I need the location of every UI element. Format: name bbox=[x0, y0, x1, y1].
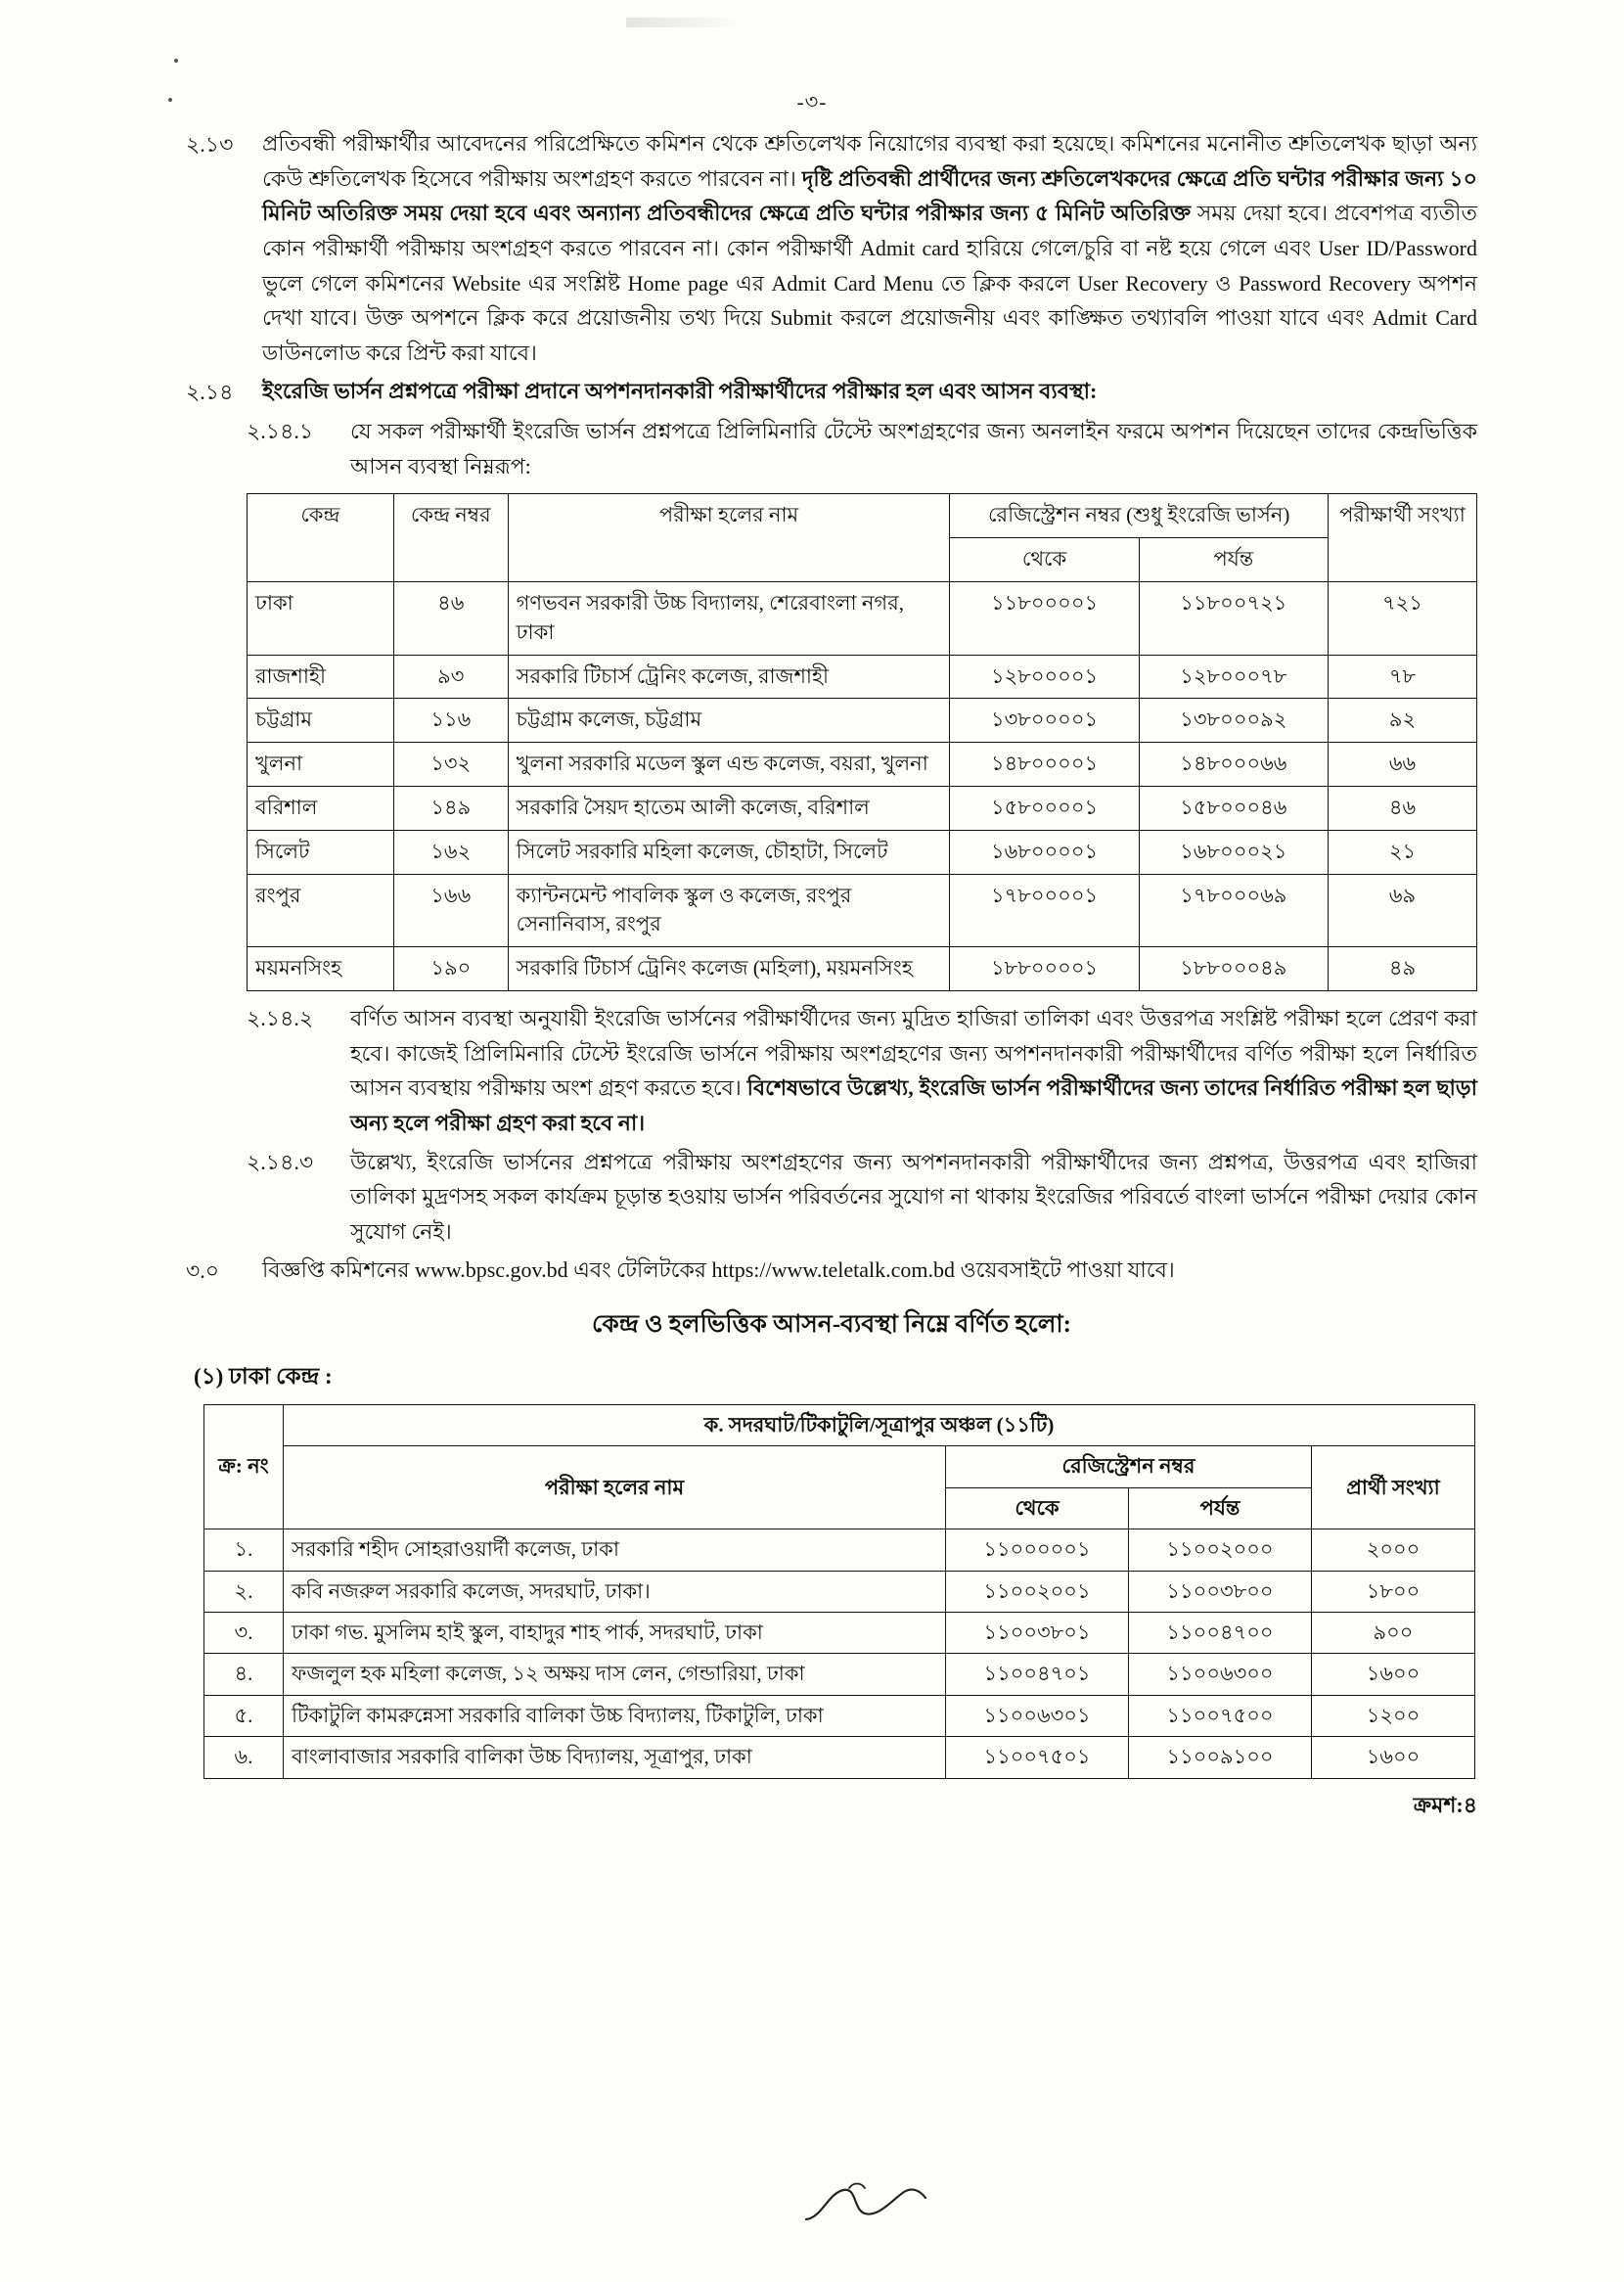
cell-serial: ৩. bbox=[204, 1612, 284, 1653]
cell-hall: ঢাকা গভ. মুসলিম হাই স্কুল, বাহাদুর শাহ পার্ক, সদরঘাট, ঢাকা bbox=[284, 1612, 946, 1653]
table-row bbox=[248, 655, 1477, 699]
bpsc-website-link[interactable]: www.bpsc.gov.bd bbox=[414, 1257, 568, 1283]
clause-2-14 bbox=[186, 374, 1477, 410]
clause-2-13-part-1: প্রতিবন্ধী পরীক্ষার্থীর আবেদনের পরিপ্রেক্ষিতে কমিশন থেকে শ্রুতিলেখক নিয়োগের ব্যবস্থা করা হয়েছে। কমিশনের মনোনীত শ্রুতিলেখক ছাড়া অন্য কেউ শ্রুতিলেখক হিসেবে পরীক্ষায় অংশগ্রহণ করতে পারবেন না। bbox=[262, 131, 1477, 191]
clause-3-0-text-mid: এবং টেলিটকের bbox=[567, 1257, 712, 1283]
clause-3-0-number: ৩.০ bbox=[186, 1258, 220, 1284]
cell-count: ২০০০ bbox=[1312, 1529, 1475, 1571]
cell-count: ৪৯ bbox=[1329, 947, 1477, 991]
section-title: কেন্দ্র ও হলভিত্তিক আসন-ব্যবস্থা নিম্নে বর্ণিত হলো: bbox=[592, 1311, 1071, 1338]
cell-from: ১৬৮০০০০১ bbox=[950, 830, 1139, 874]
cell-hall: গণভবন সরকারী উচ্চ বিদ্যালয়, শেরেবাংলা নগর, ঢাকা bbox=[508, 581, 950, 655]
cell-hall: ফজলুল হক মহিলা কলেজ, ১২ অক্ষয় দাস লেন, গেন্ডারিয়া, ঢাকা bbox=[284, 1654, 946, 1695]
cell-count: ৭২১ bbox=[1329, 581, 1477, 655]
english-version-seating-table bbox=[247, 493, 1477, 991]
dhaka-table-header-row bbox=[204, 1405, 1475, 1446]
clause-2-14-2-text bbox=[350, 1001, 1477, 1141]
cell-from: ১১০০৪৭০১ bbox=[946, 1654, 1129, 1695]
cell-from: ১৩৮০০০০১ bbox=[950, 699, 1139, 743]
table-row bbox=[248, 581, 1477, 655]
cell-hall: চট্টগ্রাম কলেজ, চট্টগ্রাম bbox=[508, 699, 950, 743]
cell-from: ১১০০৭৫০১ bbox=[946, 1737, 1129, 1778]
cell-centre: খুলনা bbox=[248, 743, 394, 787]
table-row bbox=[204, 1612, 1475, 1653]
cell-centre-number: ১৪৯ bbox=[393, 786, 508, 830]
clause-2-14-1 bbox=[186, 414, 1477, 483]
cell-to: ১৮৮০০০৪৯ bbox=[1139, 947, 1328, 991]
header-registration-number: রেজিস্ট্রেশন নম্বর bbox=[946, 1446, 1312, 1487]
cell-count: ১৬০০ bbox=[1312, 1654, 1475, 1695]
clause-2-14-1-text: যে সকল পরীক্ষার্থী ইংরেজি ভার্সন প্রশ্নপত্রে প্রিলিমিনারি টেস্টে অংশগ্রহণের জন্য অনলাইন ফরমে অপশন দিয়েছেন তাদের কেন্দ্রভিত্তিক আসন ব্যবস্থা নিম্নরূপ: bbox=[350, 419, 1477, 479]
cell-hall: ক্যান্টনমেন্ট পাবলিক স্কুল ও কলেজ, রংপুর সেনানিবাস, রংপুর bbox=[508, 874, 950, 947]
table-row bbox=[204, 1529, 1475, 1571]
speck-mark-2 bbox=[168, 98, 172, 102]
cell-centre: ময়মনসিংহ bbox=[248, 947, 394, 991]
cell-to: ১৬৮০০০২১ bbox=[1139, 830, 1328, 874]
table-row bbox=[248, 947, 1477, 991]
cell-to: ১১৮০০৭২১ bbox=[1139, 581, 1328, 655]
clause-2-13-part-3: সময় দেয়া হবে। প্রবেশপত্র ব্যতীত কোন পরীক্ষার্থী পরীক্ষায় অংশগ্রহণ করতে পারবেন না। কোন পরীক্ষার্থী Admit card হারিয়ে গেলে/চুরি বা নষ্ট হয়ে গেলে এবং User ID/Password ভুলে গেলে কমিশনের Website এর সংশ্লিষ্ট Home page এর Admit Card Menu তে ক্লিক করলে User Recovery ও Password Recovery অপশন দেখা যাবে। উক্ত অপশনে ক্লিক করে প্রয়োজনীয় তথ্য দিয়ে Submit করলে প্রয়োজনীয় এবং কাঙ্ক্ষিত তথ্যাবলি পাওয়া যাবে এবং Admit Card ডাউনলোড করে প্রিন্ট করা যাবে। bbox=[262, 201, 1477, 365]
cell-to: ১৩৮০০০৯২ bbox=[1139, 699, 1328, 743]
cell-to: ১১০০৯১০০ bbox=[1129, 1737, 1312, 1778]
clause-2-13-number: ২.১৩ bbox=[186, 132, 234, 157]
cell-to: ১১০০২০০০ bbox=[1129, 1529, 1312, 1571]
cell-count: ৯২ bbox=[1329, 699, 1477, 743]
header-to: পর্যন্ত bbox=[1139, 538, 1328, 582]
cell-hall: বাংলাবাজার সরকারি বালিকা উচ্চ বিদ্যালয়, সূত্রাপুর, ঢাকা bbox=[284, 1737, 946, 1778]
table-row bbox=[248, 699, 1477, 743]
cell-serial: ৪. bbox=[204, 1654, 284, 1695]
clause-2-14-2-part-2: বিশেষভাবে উল্লেখ্য, ইংরেজি ভার্সন পরীক্ষার্থীদের জন্য তাদের নির্ধারিত পরীক্ষা হল ছাড়া অন্য হলে পরীক্ষা গ্রহণ করা হবে না। bbox=[350, 1075, 1477, 1135]
cell-to: ১৪৮০০০৬৬ bbox=[1139, 743, 1328, 787]
cell-hall: সরকারি টিচার্স ট্রেনিং কলেজ (মহিলা), ময়মনসিংহ bbox=[508, 947, 950, 991]
cell-centre-number: ১৬২ bbox=[393, 830, 508, 874]
cell-count: ৬৯ bbox=[1329, 874, 1477, 947]
cell-hall: খুলনা সরকারি মডেল স্কুল এন্ড কলেজ, বয়রা, খুলনা bbox=[508, 743, 950, 787]
clause-2-14-3-number: ২.১৪.৩ bbox=[247, 1149, 314, 1174]
cell-from: ১৭৮০০০০১ bbox=[950, 874, 1139, 947]
clause-2-14-2 bbox=[186, 1001, 1477, 1141]
dhaka-centre-heading: (১) ঢাকা কেন্দ্র : bbox=[194, 1364, 333, 1389]
clause-2-13 bbox=[186, 126, 1477, 370]
clause-3-0-text-after: ওয়েবসাইটে পাওয়া যাবে। bbox=[954, 1257, 1175, 1283]
cell-to: ১৫৮০০০৪৬ bbox=[1139, 786, 1328, 830]
clause-2-13-text bbox=[262, 126, 1477, 370]
table-row bbox=[248, 874, 1477, 947]
scan-smudge bbox=[626, 18, 744, 27]
clause-2-14-2-part-1: বর্ণিত আসন ব্যবস্থা অনুযায়ী ইংরেজি ভার্সনের পরীক্ষার্থীদের জন্য মুদ্রিত হাজিরা তালিকা এবং উত্তরপত্র সংশ্লিষ্ট পরীক্ষা হলে প্রেরণ করা হবে। কাজেই প্রিলিমিনারি টেস্টে ইংরেজি ভার্সনে পরীক্ষায় অংশগ্রহণের জন্য অপশনদানকারী পরীক্ষার্থীদের বর্ণিত পরীক্ষা হলে নির্ধারিত আসন ব্যবস্থায় পরীক্ষায় অংশ গ্রহণ করতে হবে। bbox=[350, 1006, 1477, 1101]
header-hall-name: পরীক্ষা হলের নাম bbox=[508, 494, 950, 582]
clause-2-14-number: ২.১৪ bbox=[186, 380, 234, 405]
cell-count: ৬৬ bbox=[1329, 743, 1477, 787]
cell-to: ১২৮০০০৭৮ bbox=[1139, 655, 1328, 699]
continuation-note: ক্রমশ:৪ bbox=[1413, 1792, 1477, 1817]
cell-to: ১৭৮০০০৬৯ bbox=[1139, 874, 1328, 947]
clause-2-14-3-text: উল্লেখ্য, ইংরেজি ভার্সনের প্রশ্নপত্রে পরীক্ষায় অংশগ্রহণের জন্য অপশনদানকারী পরীক্ষার্থীদের জন্য প্রশ্নপত্র, উত্তরপত্র এবং হাজিরা তালিকা মুদ্রণসহ সকল কার্যক্রম চূড়ান্ত হওয়ায় ভার্সন পরিবর্তনের সুযোগ না থাকায় ইংরেজির পরিবর্তে বাংলা ভার্সনে পরীক্ষা দেয়ার কোন সুযোগ নেই। bbox=[350, 1149, 1477, 1244]
header-serial: ক্র: নং bbox=[204, 1405, 284, 1529]
table-row bbox=[204, 1695, 1475, 1736]
cell-count: ৪৬ bbox=[1329, 786, 1477, 830]
cell-from: ১৪৮০০০০১ bbox=[950, 743, 1139, 787]
header-candidate-count: পরীক্ষার্থী সংখ্যা bbox=[1329, 494, 1477, 582]
cell-from: ১১০০৩৮০১ bbox=[946, 1612, 1129, 1653]
header-to: পর্যন্ত bbox=[1129, 1487, 1312, 1529]
cell-count: ৭৮ bbox=[1329, 655, 1477, 699]
cell-hall: সরকারি শহীদ সোহরাওয়ার্দী কলেজ, ঢাকা bbox=[284, 1529, 946, 1571]
signature-mark bbox=[802, 2180, 929, 2225]
cell-hall: সরকারি সৈয়দ হাতেম আলী কলেজ, বরিশাল bbox=[508, 786, 950, 830]
cell-count: ৯০০ bbox=[1312, 1612, 1475, 1653]
cell-hall: সরকারি টিচার্স ট্রেনিং কলেজ, রাজশাহী bbox=[508, 655, 950, 699]
clause-2-14-3 bbox=[186, 1145, 1477, 1250]
table-row bbox=[248, 786, 1477, 830]
cell-serial: ২. bbox=[204, 1571, 284, 1612]
cell-from: ১৫৮০০০০১ bbox=[950, 786, 1139, 830]
cell-from: ১২৮০০০০১ bbox=[950, 655, 1139, 699]
cell-centre-number: ১১৬ bbox=[393, 699, 508, 743]
clause-2-14-1-number: ২.১৪.১ bbox=[247, 419, 314, 443]
clause-2-14-text: ইংরেজি ভার্সন প্রশ্নপত্রে পরীক্ষা প্রদানে অপশনদানকারী পরীক্ষার্থীদের পরীক্ষার হল এবং আসন ব্যবস্থা: bbox=[262, 379, 1098, 404]
cell-count: ১২০০ bbox=[1312, 1695, 1475, 1736]
cell-from: ১১০০৬৩০১ bbox=[946, 1695, 1129, 1736]
table-row bbox=[204, 1654, 1475, 1695]
clause-2-14-2-number: ২.১৪.২ bbox=[247, 1006, 314, 1030]
table-row bbox=[204, 1571, 1475, 1612]
cell-hall: কবি নজরুল সরকারি কলেজ, সদরঘাট, ঢাকা। bbox=[284, 1571, 946, 1612]
cell-from: ১১৮০০০০১ bbox=[950, 581, 1139, 655]
cell-count: ২১ bbox=[1329, 830, 1477, 874]
document-body bbox=[0, 120, 1624, 1779]
table-header-row bbox=[248, 494, 1477, 538]
cell-count: ১৬০০ bbox=[1312, 1737, 1475, 1778]
table-row bbox=[248, 830, 1477, 874]
clause-3-0-text bbox=[262, 1253, 1477, 1288]
dhaka-centre-seating-table bbox=[203, 1404, 1475, 1779]
cell-to: ১১০০৪৭০০ bbox=[1129, 1612, 1312, 1653]
dhaka-table-subheader-row bbox=[204, 1446, 1475, 1487]
header-zone: ক. সদরঘাট/টিকাটুলি/সূত্রাপুর অঞ্চল (১১টি) bbox=[284, 1405, 1475, 1446]
clause-3-0-text-before: বিজ্ঞপ্তি কমিশনের bbox=[262, 1257, 415, 1283]
cell-centre: রাজশাহী bbox=[248, 655, 394, 699]
cell-from: ১৮৮০০০০১ bbox=[950, 947, 1139, 991]
header-candidate-count: প্রার্থী সংখ্যা bbox=[1312, 1446, 1475, 1529]
teletalk-website-link[interactable]: https://www.teletalk.com.bd bbox=[711, 1257, 955, 1283]
cell-to: ১১০০৬৩০০ bbox=[1129, 1654, 1312, 1695]
speck-mark-1 bbox=[174, 59, 178, 63]
clause-2-13-part-2: দৃষ্টি প্রতিবন্ধী প্রার্থীদের জন্য শ্রুতিলেখকদের ক্ষেত্রে প্রতি ঘন্টার পরীক্ষার জন্য ১০ মিনিট অতিরিক্ত সময় দেয়া হবে এবং অন্যান্য প্রতিবন্ধীদের ক্ষেত্রে প্রতি ঘন্টার পরীক্ষার জন্য ৫ মিনিট অতিরিক্ত bbox=[262, 165, 1477, 226]
clause-3-0 bbox=[186, 1253, 1477, 1289]
header-registration-number: রেজিস্ট্রেশন নম্বর (শুধু ইংরেজি ভার্সন) bbox=[950, 494, 1329, 538]
cell-centre: সিলেট bbox=[248, 830, 394, 874]
cell-centre-number: ৯৩ bbox=[393, 655, 508, 699]
cell-count: ১৮০০ bbox=[1312, 1571, 1475, 1612]
header-from: থেকে bbox=[946, 1487, 1129, 1529]
cell-centre-number: ১৯০ bbox=[393, 947, 508, 991]
cell-serial: ৫. bbox=[204, 1695, 284, 1736]
cell-centre-number: ১৩২ bbox=[393, 743, 508, 787]
cell-to: ১১০০৩৮০০ bbox=[1129, 1571, 1312, 1612]
cell-hall: সিলেট সরকারি মহিলা কলেজ, চৌহাটা, সিলেট bbox=[508, 830, 950, 874]
cell-hall: টিকাটুলি কামরুন্নেসা সরকারি বালিকা উচ্চ বিদ্যালয়, টিকাটুলি, ঢাকা bbox=[284, 1695, 946, 1736]
cell-centre: রংপুর bbox=[248, 874, 394, 947]
header-hall-name: পরীক্ষা হলের নাম bbox=[284, 1446, 946, 1529]
cell-serial: ১. bbox=[204, 1529, 284, 1571]
header-centre: কেন্দ্র bbox=[248, 494, 394, 582]
cell-centre: চট্টগ্রাম bbox=[248, 699, 394, 743]
page-number: -৩- bbox=[796, 90, 828, 114]
cell-from: ১১০০২০০১ bbox=[946, 1571, 1129, 1612]
cell-serial: ৬. bbox=[204, 1737, 284, 1778]
header-centre-number: কেন্দ্র নম্বর bbox=[393, 494, 508, 582]
cell-centre-number: ৪৬ bbox=[393, 581, 508, 655]
cell-centre-number: ১৬৬ bbox=[393, 874, 508, 947]
cell-centre: বরিশাল bbox=[248, 786, 394, 830]
table-row bbox=[248, 743, 1477, 787]
cell-from: ১১০০০০০১ bbox=[946, 1529, 1129, 1571]
table-row bbox=[204, 1737, 1475, 1778]
header-from: থেকে bbox=[950, 538, 1139, 582]
cell-centre: ঢাকা bbox=[248, 581, 394, 655]
cell-to: ১১০০৭৫০০ bbox=[1129, 1695, 1312, 1736]
